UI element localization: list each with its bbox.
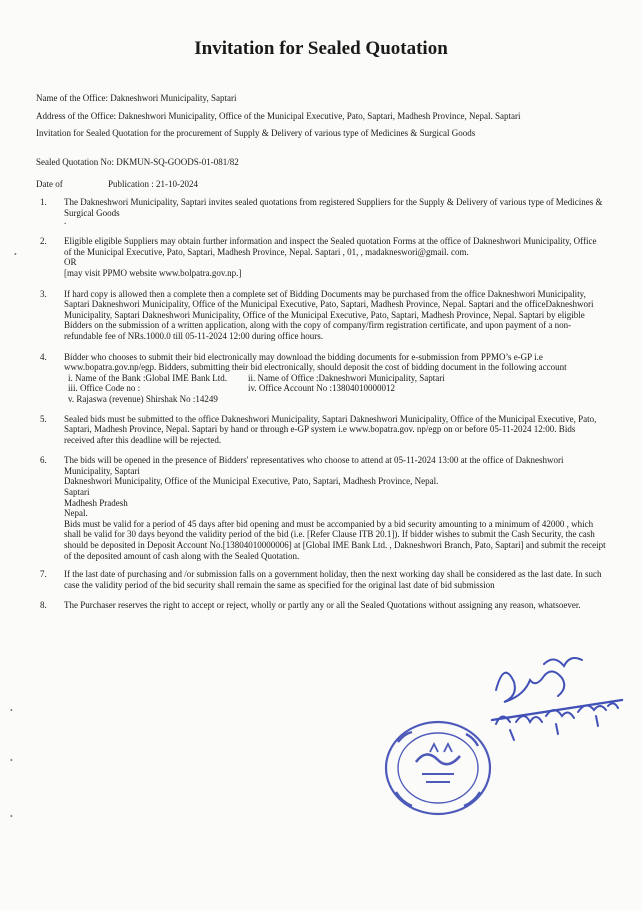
official-stamp-icon bbox=[378, 712, 498, 822]
clause-2 bbox=[36, 236, 606, 278]
clause-or: OR bbox=[64, 257, 77, 268]
clause-number: 4. bbox=[40, 351, 47, 362]
margin-mark: • bbox=[10, 812, 13, 821]
clause-number: 8. bbox=[40, 600, 47, 611]
ppmo-website-note: [may visit PPMO website www.bolpatra.gov.np.] bbox=[64, 267, 242, 278]
margin-mark: • bbox=[10, 756, 13, 765]
office-name-line: ii. Name of Office :Dakneshwori Municipality, Saptari bbox=[248, 372, 445, 383]
office-code: iii. Office Code no : bbox=[68, 383, 141, 394]
clause-text: Bidder who chooses to submit their bid electronically may download the bidding documents for e-submission from PPMO’s e-GP i.e www.bopatra.gov.np/egp. Bidders, submitting their bid electronically, should deposit the cost of bidding document in the following account bbox=[64, 351, 567, 373]
office-address: Address of the Office: Dakneshwori Municipality, Office of the Municipal Executive, Pato, Saptari, Madhesh Province, Nepal. Saptari bbox=[36, 111, 521, 121]
clause-number: 7. bbox=[40, 569, 47, 580]
opening-address-3: Madhesh Pradesh bbox=[64, 497, 128, 508]
margin-mark: • bbox=[14, 250, 17, 259]
quotation-number: Sealed Quotation No: DKMUN-SQ-GOODS-01-081/82 bbox=[36, 157, 239, 167]
opening-address-2: Saptari bbox=[64, 487, 90, 498]
clause-5 bbox=[36, 414, 606, 446]
office-account: iv. Office Account No :13804010000012 bbox=[248, 383, 395, 394]
clause-1 bbox=[36, 197, 606, 226]
bank-name: i. Name of the Bank :Global IME Bank Ltd. bbox=[68, 372, 227, 383]
clause-text: If hard copy is allowed then a complete then a complete set of Bidding Documents may be purchased from the office Dakneshwori Municipality, Saptari Dakneshwori Municipality, Office of the Municipal Executive, Pato, Saptari, Madhesh Province, Nepal. Saptari and the officeDakneshwori Municipality, Saptari Dakneshwori Municipality, Office of the Municipal Executive, Pato, Saptari, Madhesh Province, Nepal. Saptari by eligible Bidders on the submission of a written application, along with the copy of company/firm registration certificate, and upon payment of a non-refundable fee of NRs.1000.0 till 05-11-2024 12:00 during office hours. bbox=[64, 288, 594, 341]
clause-7 bbox=[36, 569, 606, 590]
clause-text: If the last date of purchasing and /or submission falls on a government holiday, then the next working day shall be considered as the last date. In such case the validity period of the bid security shall remain the same as specified for the original last date of bid submission bbox=[64, 569, 602, 590]
publication-value: Publication : 21-10-2024 bbox=[108, 179, 198, 189]
clause-text: Eligible eligible Suppliers may obtain further information and inspect the Sealed quotation Forms at the office of Dakneshwori Municipality, Office of the Municipal Executive, Pato, Saptari, Madhesh Province, Nepal. Saptari , 01, , madakneswori@gmail. com. bbox=[64, 236, 597, 257]
date-label: Date of bbox=[36, 179, 63, 189]
clause-6 bbox=[36, 455, 606, 561]
clause-number: 2. bbox=[40, 236, 47, 247]
clause-3 bbox=[36, 289, 606, 342]
bid-validity-text: Bids must be valid for a period of 45 days after bid opening and must be accompanied by a bid security amounting to a minimum of 42000 , which shall be valid for 30 days beyond the validity period of the bid (i.e. [Refer Clause ITB 20.1]). If bidder wishes to submit the Cash Security, the cash should be deposited in Deposit Account No.[13804010000006] at [Global IME Bank Ltd. , Dakneshwori Branch, Pato, Saptari] and submit the receipt of the deposited amount of cash along with the Sealed Quotation. bbox=[64, 518, 606, 561]
publication-date bbox=[36, 178, 616, 190]
office-name: Name of the Office: Dakneshwori Municipality, Saptari bbox=[36, 93, 237, 103]
clause-trail: . bbox=[64, 216, 67, 227]
clause-number: 3. bbox=[40, 288, 47, 299]
clause-8 bbox=[36, 600, 606, 611]
signature-icon bbox=[486, 650, 636, 760]
clause-number: 6. bbox=[40, 455, 47, 466]
opening-address-4: Nepal. bbox=[64, 508, 88, 519]
clause-number: 1. bbox=[40, 197, 47, 207]
clause-text: The Purchaser reserves the right to accept or reject, wholly or partly any or all the Sealed Quotations without assigning any reason, whatsoever. bbox=[64, 600, 581, 611]
clause-4 bbox=[36, 352, 606, 405]
clause-text: The Dakneshwori Municipality, Saptari invites sealed quotations from registered Suppliers for the Supply & Delivery of various type of Medicines & Surgical Goods bbox=[64, 197, 603, 218]
clause-text: Sealed bids must be submitted to the office Dakneshwori Municipality, Saptari Dakneshwori Municipality, Office of the Municipal Executive, Pato, Saptari, Madhesh Province, Nepal. Saptari by hand or through e-GP system i.e www.bopatra.gov. np/egp on or before 05-11-2024 12:00. Bids received after this deadline will be rejected. bbox=[64, 413, 597, 445]
document-title: Invitation for Sealed Quotation bbox=[194, 38, 448, 59]
clause-number: 5. bbox=[40, 413, 47, 424]
revenue-head: v. Rajaswa (revenue) Shirshak No :14249 bbox=[68, 393, 218, 404]
opening-address-1: Dakneshwori Municipality, Office of the Municipal Executive, Pato, Saptari, Madhesh Province, Nepal. bbox=[64, 476, 439, 487]
margin-mark: • bbox=[10, 706, 13, 715]
clause-text: The bids will be opened in the presence of Bidders' representatives who choose to attend at 05-11-2024 13:00 at the office of Dakneshwori Municipality, Saptari bbox=[64, 455, 564, 476]
clause-list bbox=[36, 197, 606, 611]
invitation-line: Invitation for Sealed Quotation for the procurement of Supply & Delivery of various type of Medicines & Surgical Goods bbox=[36, 128, 476, 138]
